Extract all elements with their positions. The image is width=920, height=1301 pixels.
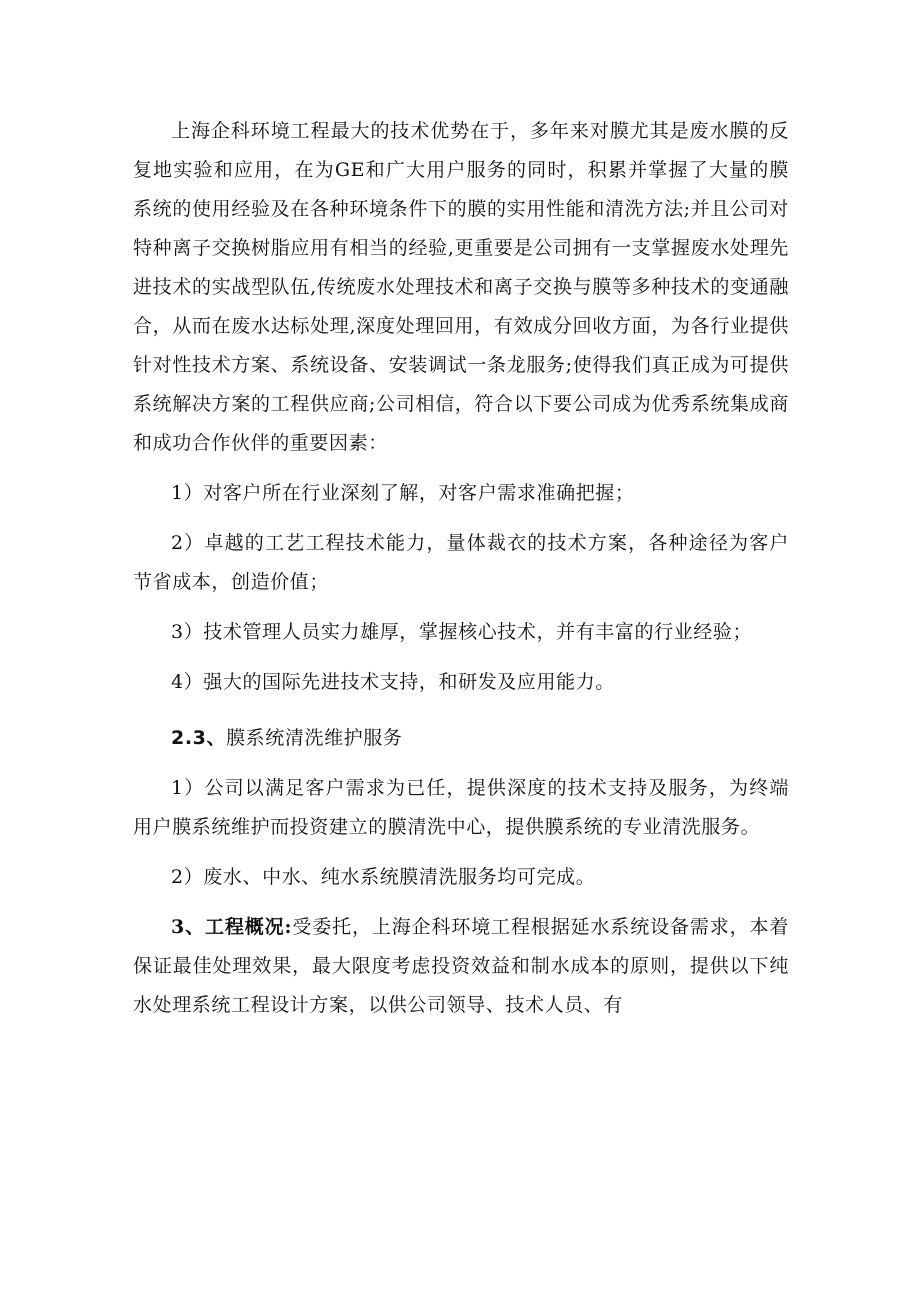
overview-text: 受委托，上海企科环境工程根据延水系统设备需求，本着保证最佳处理效果，最大限度考虑投资效益和制水成本的原则，提供以下纯水处理系统工程设计方案，以供公司领导、技术人员、有 xyxy=(133,916,789,1016)
spacer xyxy=(133,847,789,858)
spacer xyxy=(133,897,789,908)
factor-item-2: 2）卓越的工艺工程技术能力，量体裁衣的技术方案，各种途径为客户节省成本，创造价值； xyxy=(133,532,789,593)
spacer xyxy=(133,463,789,474)
spacer xyxy=(133,702,789,719)
spacer xyxy=(133,602,789,613)
document-page xyxy=(133,112,789,1025)
section-title: 膜系统清洗维护服务 xyxy=(226,727,403,749)
spacer xyxy=(133,513,789,524)
section-heading xyxy=(133,719,789,758)
service-item-1: 1）公司以满足客户需求为已任，提供深度的技术支持及服务，为终端用户膜系统维护而投资建立的膜清洗中心，提供膜系统的专业清洗服务。 xyxy=(133,777,789,838)
factor-item-3: 3）技术管理人员实力雄厚，掌握核心技术，并有丰富的行业经验； xyxy=(171,621,753,643)
factor-item-1: 1）对客户所在行业深刻了解，对客户需求准确把握； xyxy=(171,482,635,504)
overview-label: 3、工程概况: xyxy=(171,916,293,938)
overview-paragraph xyxy=(133,908,789,1025)
intro-paragraph: 上海企科环境工程最大的技术优势在于，多年来对膜尤其是废水膜的反复地实验和应用，在为GE和广大用户服务的同时，积累并掌握了大量的膜系统的使用经验及在各种环境条件下的膜的实用性能和清洗方法;并且公司对特种离子交换树脂应用有相当的经验,更重要是公司拥有一支掌握废水处理先进技术的实战型队伍,传统废水处理技术和离子交换与膜等多种技术的变通融合，从而在废水达标处理,深度处理回用，有效成分回收方面，为各行业提供针对性技术方案、系统设备、安装调试一条龙服务;使得我们真正成为可提供系统解决方案的工程供应商;公司相信，符合以下要公司成为优秀系统集成商和成功合作伙伴的重要因素： xyxy=(133,120,789,454)
spacer xyxy=(133,758,789,769)
section-number: 2.3、 xyxy=(171,727,227,749)
service-item-2: 2）废水、中水、纯水系统膜清洗服务均可完成。 xyxy=(171,866,596,888)
spacer xyxy=(133,652,789,663)
factor-item-4: 4）强大的国际先进技术支持，和研发及应用能力。 xyxy=(171,671,615,693)
